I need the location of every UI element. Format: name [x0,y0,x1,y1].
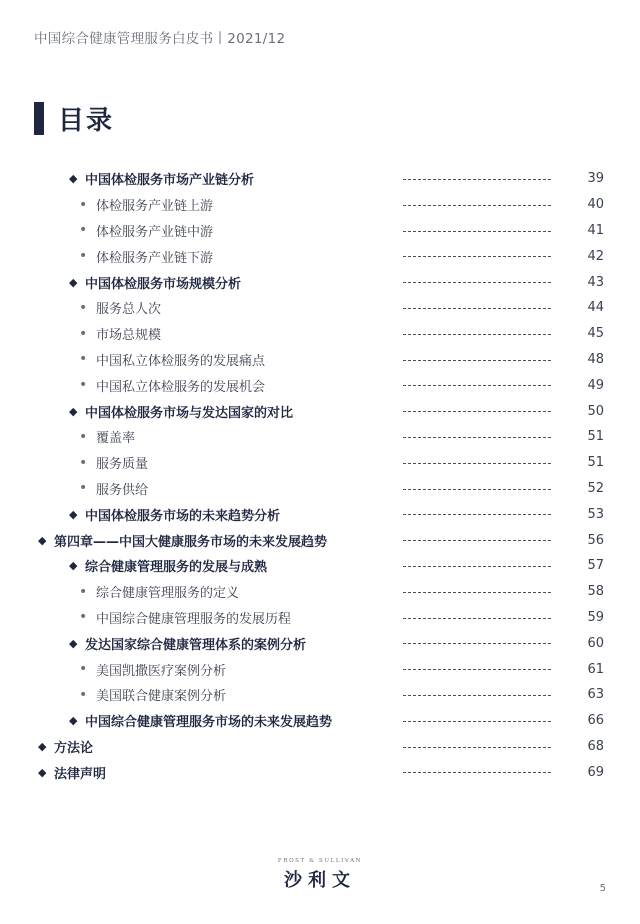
toc-entry-label: 中国私立体检服务的发展痛点 [96,353,266,369]
toc-entry-label: 体检服务产业链中游 [96,224,214,240]
dotted-leader [403,437,551,438]
toc-entry-page: 60 [587,635,604,651]
toc-entry[interactable] [0,708,640,734]
diamond-icon: ◆ [69,559,78,573]
bullet-icon: • [79,377,88,394]
toc-entry-page: 42 [587,248,604,264]
toc-entry[interactable] [0,295,640,321]
toc-entry-page: 40 [587,197,604,213]
bullet-icon: • [79,222,88,239]
toc-entry[interactable] [0,553,640,579]
diamond-icon: ◆ [38,739,47,753]
toc-entry[interactable] [0,347,640,373]
toc-entry-label: 中国体检服务市场与发达国家的对比 [85,405,294,421]
dotted-leader [403,360,551,361]
toc-entry-page: 51 [587,455,604,471]
toc-entry[interactable] [0,656,640,682]
toc-entry-label: 中国体检服务市场产业链分析 [85,173,255,189]
toc-entry[interactable] [0,605,640,631]
toc-entry-label: 法律声明 [54,766,107,782]
toc-entry[interactable] [0,398,640,424]
toc-entry[interactable] [0,321,640,347]
toc-entry[interactable] [0,269,640,295]
dotted-leader [403,411,551,412]
toc-entry-label: 服务总人次 [96,302,162,318]
dotted-leader [403,540,551,541]
dotted-leader [403,205,551,206]
toc-entry-page: 69 [587,764,604,780]
dotted-leader [403,643,551,644]
document-header: 中国综合健康管理服务白皮书丨2021/12 [34,31,286,47]
toc-entry-page: 50 [587,403,604,419]
diamond-icon: ◆ [69,507,78,521]
diamond-icon: ◆ [38,533,47,547]
bullet-icon: • [79,428,88,445]
bullet-icon: • [79,583,88,600]
toc-entry[interactable] [0,424,640,450]
dotted-leader [403,385,551,386]
toc-entry[interactable] [0,218,640,244]
dotted-leader [403,282,551,283]
dotted-leader [403,747,551,748]
toc-entry[interactable] [0,476,640,502]
frost-sullivan-logo [0,858,640,892]
toc-entry[interactable] [0,682,640,708]
page-title: 目录 [58,105,115,136]
toc-entry-label: 中国私立体检服务的发展机会 [96,379,266,395]
bullet-icon: • [79,351,88,368]
toc-entry[interactable] [0,579,640,605]
toc-entry-label: 综合健康管理服务的发展与成熟 [85,560,268,576]
dotted-leader [403,231,551,232]
toc-entry-page: 58 [587,584,604,600]
toc-entry-label: 第四章——中国大健康服务市场的未来发展趋势 [54,534,328,550]
table-of-contents [0,166,640,785]
dotted-leader [403,514,551,515]
toc-entry-label: 中国综合健康管理服务的发展历程 [96,611,292,627]
toc-entry[interactable] [0,192,640,218]
toc-entry[interactable] [0,243,640,269]
toc-entry[interactable] [0,372,640,398]
toc-entry-page: 51 [587,429,604,445]
dotted-leader [403,721,551,722]
diamond-icon: ◆ [69,172,78,186]
dotted-leader [403,256,551,257]
toc-entry-page: 56 [587,532,604,548]
toc-entry-label: 中国体检服务市场的未来趋势分析 [85,508,281,524]
dotted-leader [403,592,551,593]
toc-entry-page: 68 [587,738,604,754]
toc-entry-page: 53 [587,506,604,522]
toc-entry-page: 48 [587,351,604,367]
toc-entry-label: 综合健康管理服务的定义 [96,586,240,602]
toc-entry[interactable] [0,450,640,476]
diamond-icon: ◆ [69,404,78,418]
dotted-leader [403,695,551,696]
logo-chinese-text: 沙利文 [284,870,356,891]
toc-entry-label: 美国凯撒医疗案例分析 [96,663,227,679]
dotted-leader [403,463,551,464]
bullet-icon: • [79,686,88,703]
toc-entry-label: 中国体检服务市场规模分析 [85,276,242,292]
toc-entry-page: 43 [587,274,604,290]
page-number: 5 [599,883,606,894]
bullet-icon: • [79,325,88,342]
toc-entry-page: 57 [587,558,604,574]
toc-entry[interactable] [0,759,640,785]
toc-entry-label: 体检服务产业链上游 [96,199,214,215]
toc-entry-label: 服务质量 [96,457,149,473]
toc-entry-label: 覆盖率 [96,431,136,447]
toc-entry[interactable] [0,166,640,192]
toc-entry[interactable] [0,734,640,760]
toc-entry-page: 49 [587,377,604,393]
diamond-icon: ◆ [69,636,78,650]
toc-entry-label: 服务供给 [96,482,149,498]
title-accent-bar [34,102,44,135]
toc-heading [34,100,114,136]
toc-entry-page: 61 [587,661,604,677]
toc-entry-page: 52 [587,480,604,496]
toc-entry-label: 市场总规模 [96,328,162,344]
diamond-icon: ◆ [69,275,78,289]
dotted-leader [403,179,551,180]
bullet-icon: • [79,480,88,497]
bullet-icon: • [79,299,88,316]
toc-entry-label: 发达国家综合健康管理体系的案例分析 [85,637,307,653]
dotted-leader [403,566,551,567]
diamond-icon: ◆ [38,765,47,779]
toc-entry-page: 41 [587,222,604,238]
toc-entry[interactable] [0,527,640,553]
toc-entry-page: 44 [587,300,604,316]
toc-entry-label: 美国联合健康案例分析 [96,689,227,705]
dotted-leader [403,772,551,773]
toc-entry[interactable] [0,630,640,656]
bullet-icon: • [79,248,88,265]
toc-entry-page: 63 [587,687,604,703]
diamond-icon: ◆ [69,714,78,728]
bullet-icon: • [79,609,88,626]
dotted-leader [403,489,551,490]
dotted-leader [403,618,551,619]
toc-entry-label: 中国综合健康管理服务市场的未来发展趋势 [85,715,333,731]
toc-entry-page: 59 [587,609,604,625]
toc-entry-label: 体检服务产业链下游 [96,250,214,266]
dotted-leader [403,669,551,670]
bullet-icon: • [79,454,88,471]
dotted-leader [403,308,551,309]
bullet-icon: • [79,196,88,213]
logo-english-text: FROST & SULLIVAN [277,858,363,864]
toc-entry-label: 方法论 [54,740,94,756]
toc-entry-page: 39 [587,171,604,187]
bullet-icon: • [79,661,88,678]
toc-entry[interactable] [0,501,640,527]
dotted-leader [403,334,551,335]
toc-entry-page: 45 [587,326,604,342]
toc-entry-page: 66 [587,713,604,729]
